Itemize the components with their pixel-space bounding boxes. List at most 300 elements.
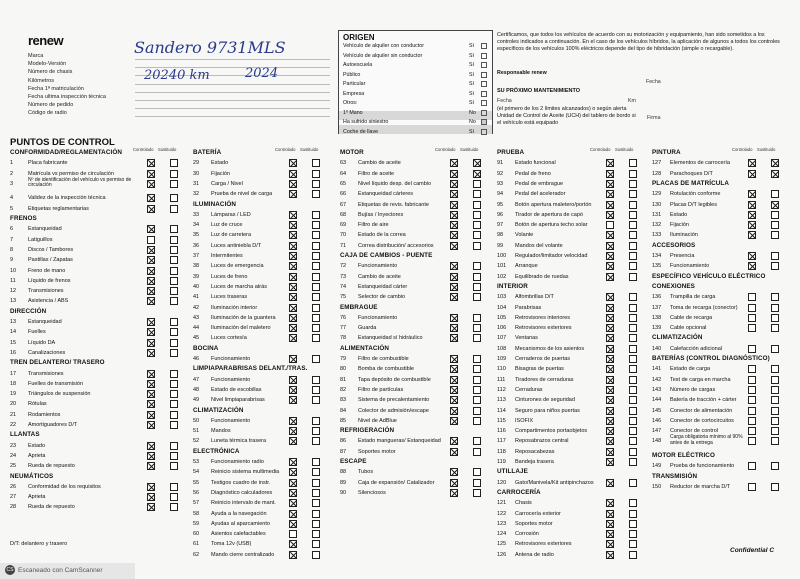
sustituido-checkbox[interactable]	[312, 396, 320, 404]
sustituido-checkbox[interactable]	[629, 180, 637, 188]
controlado-checkbox[interactable]	[147, 205, 155, 213]
controlado-checkbox[interactable]	[748, 211, 756, 219]
controlado-checkbox[interactable]	[289, 540, 297, 548]
origin-checkbox[interactable]	[481, 62, 487, 68]
sustituido-checkbox[interactable]	[771, 396, 779, 404]
controlado-checkbox[interactable]	[289, 304, 297, 312]
sustituido-checkbox[interactable]	[170, 159, 178, 167]
controlado-checkbox[interactable]	[147, 400, 155, 408]
sustituido-checkbox[interactable]	[629, 293, 637, 301]
sustituido-checkbox[interactable]	[170, 328, 178, 336]
controlado-checkbox[interactable]	[606, 458, 614, 466]
sustituido-checkbox[interactable]	[170, 503, 178, 511]
sustituido-checkbox[interactable]	[473, 448, 481, 456]
controlado-checkbox[interactable]	[748, 262, 756, 270]
sustituido-checkbox[interactable]	[170, 180, 178, 188]
sustituido-checkbox[interactable]	[312, 437, 320, 445]
sustituido-checkbox[interactable]	[629, 365, 637, 373]
controlado-checkbox[interactable]	[606, 262, 614, 270]
sustituido-checkbox[interactable]	[771, 211, 779, 219]
sustituido-checkbox[interactable]	[312, 468, 320, 476]
controlado-checkbox[interactable]	[606, 252, 614, 260]
controlado-checkbox[interactable]	[147, 159, 155, 167]
sustituido-checkbox[interactable]	[629, 221, 637, 229]
sustituido-checkbox[interactable]	[629, 201, 637, 209]
origin-checkbox[interactable]	[481, 110, 487, 116]
origin-checkbox[interactable]	[481, 129, 487, 135]
sustituido-checkbox[interactable]	[473, 293, 481, 301]
sustituido-checkbox[interactable]	[473, 180, 481, 188]
controlado-checkbox[interactable]	[147, 483, 155, 491]
sustituido-checkbox[interactable]	[170, 256, 178, 264]
sustituido-checkbox[interactable]	[170, 297, 178, 305]
sustituido-checkbox[interactable]	[170, 493, 178, 501]
controlado-checkbox[interactable]	[147, 180, 155, 188]
sustituido-checkbox[interactable]	[312, 170, 320, 178]
sustituido-checkbox[interactable]	[312, 489, 320, 497]
sustituido-checkbox[interactable]	[629, 458, 637, 466]
controlado-checkbox[interactable]	[289, 530, 297, 538]
controlado-checkbox[interactable]	[606, 314, 614, 322]
sustituido-checkbox[interactable]	[312, 159, 320, 167]
sustituido-checkbox[interactable]	[771, 221, 779, 229]
controlado-checkbox[interactable]	[606, 221, 614, 229]
sustituido-checkbox[interactable]	[629, 530, 637, 538]
controlado-checkbox[interactable]	[450, 221, 458, 229]
controlado-checkbox[interactable]	[450, 314, 458, 322]
sustituido-checkbox[interactable]	[629, 273, 637, 281]
controlado-checkbox[interactable]	[450, 437, 458, 445]
controlado-checkbox[interactable]	[748, 170, 756, 178]
sustituido-checkbox[interactable]	[473, 407, 481, 415]
controlado-checkbox[interactable]	[289, 520, 297, 528]
sustituido-checkbox[interactable]	[473, 231, 481, 239]
controlado-checkbox[interactable]	[450, 355, 458, 363]
controlado-checkbox[interactable]	[450, 386, 458, 394]
sustituido-checkbox[interactable]	[629, 324, 637, 332]
controlado-checkbox[interactable]	[289, 489, 297, 497]
origin-checkbox[interactable]	[481, 72, 487, 78]
controlado-checkbox[interactable]	[606, 520, 614, 528]
controlado-checkbox[interactable]	[606, 499, 614, 507]
sustituido-checkbox[interactable]	[473, 324, 481, 332]
controlado-checkbox[interactable]	[606, 386, 614, 394]
controlado-checkbox[interactable]	[289, 190, 297, 198]
sustituido-checkbox[interactable]	[629, 479, 637, 487]
sustituido-checkbox[interactable]	[170, 318, 178, 326]
controlado-checkbox[interactable]	[748, 293, 756, 301]
controlado-checkbox[interactable]	[289, 221, 297, 229]
sustituido-checkbox[interactable]	[312, 283, 320, 291]
controlado-checkbox[interactable]	[450, 334, 458, 342]
sustituido-checkbox[interactable]	[771, 427, 779, 435]
sustituido-checkbox[interactable]	[473, 489, 481, 497]
controlado-checkbox[interactable]	[450, 479, 458, 487]
controlado-checkbox[interactable]	[606, 293, 614, 301]
sustituido-checkbox[interactable]	[170, 267, 178, 275]
controlado-checkbox[interactable]	[289, 479, 297, 487]
controlado-checkbox[interactable]	[606, 510, 614, 518]
controlado-checkbox[interactable]	[147, 318, 155, 326]
sustituido-checkbox[interactable]	[629, 345, 637, 353]
controlado-checkbox[interactable]	[748, 462, 756, 470]
controlado-checkbox[interactable]	[606, 180, 614, 188]
controlado-checkbox[interactable]	[748, 396, 756, 404]
controlado-checkbox[interactable]	[606, 530, 614, 538]
controlado-checkbox[interactable]	[450, 396, 458, 404]
sustituido-checkbox[interactable]	[473, 211, 481, 219]
controlado-checkbox[interactable]	[147, 411, 155, 419]
sustituido-checkbox[interactable]	[170, 370, 178, 378]
controlado-checkbox[interactable]	[450, 170, 458, 178]
sustituido-checkbox[interactable]	[771, 159, 779, 167]
sustituido-checkbox[interactable]	[170, 170, 178, 178]
controlado-checkbox[interactable]	[147, 328, 155, 336]
controlado-checkbox[interactable]	[748, 407, 756, 415]
controlado-checkbox[interactable]	[289, 293, 297, 301]
sustituido-checkbox[interactable]	[629, 448, 637, 456]
sustituido-checkbox[interactable]	[629, 252, 637, 260]
controlado-checkbox[interactable]	[147, 370, 155, 378]
sustituido-checkbox[interactable]	[629, 355, 637, 363]
sustituido-checkbox[interactable]	[629, 396, 637, 404]
sustituido-checkbox[interactable]	[771, 293, 779, 301]
controlado-checkbox[interactable]	[748, 252, 756, 260]
sustituido-checkbox[interactable]	[771, 324, 779, 332]
origin-checkbox[interactable]	[481, 43, 487, 49]
controlado-checkbox[interactable]	[606, 334, 614, 342]
sustituido-checkbox[interactable]	[771, 462, 779, 470]
controlado-checkbox[interactable]	[748, 159, 756, 167]
sustituido-checkbox[interactable]	[473, 355, 481, 363]
controlado-checkbox[interactable]	[147, 390, 155, 398]
controlado-checkbox[interactable]	[289, 468, 297, 476]
controlado-checkbox[interactable]	[606, 437, 614, 445]
controlado-checkbox[interactable]	[606, 304, 614, 312]
sustituido-checkbox[interactable]	[629, 510, 637, 518]
controlado-checkbox[interactable]	[450, 376, 458, 384]
sustituido-checkbox[interactable]	[312, 293, 320, 301]
sustituido-checkbox[interactable]	[771, 190, 779, 198]
controlado-checkbox[interactable]	[748, 365, 756, 373]
controlado-checkbox[interactable]	[289, 170, 297, 178]
sustituido-checkbox[interactable]	[473, 170, 481, 178]
controlado-checkbox[interactable]	[606, 417, 614, 425]
sustituido-checkbox[interactable]	[473, 334, 481, 342]
controlado-checkbox[interactable]	[606, 540, 614, 548]
sustituido-checkbox[interactable]	[473, 201, 481, 209]
sustituido-checkbox[interactable]	[629, 376, 637, 384]
sustituido-checkbox[interactable]	[473, 314, 481, 322]
sustituido-checkbox[interactable]	[312, 262, 320, 270]
controlado-checkbox[interactable]	[450, 283, 458, 291]
sustituido-checkbox[interactable]	[473, 479, 481, 487]
sustituido-checkbox[interactable]	[170, 194, 178, 202]
sustituido-checkbox[interactable]	[629, 520, 637, 528]
controlado-checkbox[interactable]	[289, 427, 297, 435]
sustituido-checkbox[interactable]	[629, 211, 637, 219]
sustituido-checkbox[interactable]	[771, 437, 779, 445]
sustituido-checkbox[interactable]	[771, 262, 779, 270]
sustituido-checkbox[interactable]	[629, 231, 637, 239]
sustituido-checkbox[interactable]	[170, 380, 178, 388]
controlado-checkbox[interactable]	[147, 256, 155, 264]
sustituido-checkbox[interactable]	[771, 483, 779, 491]
origin-checkbox[interactable]	[481, 91, 487, 97]
controlado-checkbox[interactable]	[606, 201, 614, 209]
sustituido-checkbox[interactable]	[473, 376, 481, 384]
sustituido-checkbox[interactable]	[473, 242, 481, 250]
sustituido-checkbox[interactable]	[629, 242, 637, 250]
controlado-checkbox[interactable]	[147, 170, 155, 178]
sustituido-checkbox[interactable]	[473, 386, 481, 394]
sustituido-checkbox[interactable]	[629, 499, 637, 507]
controlado-checkbox[interactable]	[289, 324, 297, 332]
sustituido-checkbox[interactable]	[473, 417, 481, 425]
sustituido-checkbox[interactable]	[629, 170, 637, 178]
controlado-checkbox[interactable]	[748, 386, 756, 394]
controlado-checkbox[interactable]	[147, 442, 155, 450]
sustituido-checkbox[interactable]	[170, 277, 178, 285]
controlado-checkbox[interactable]	[606, 159, 614, 167]
sustituido-checkbox[interactable]	[771, 201, 779, 209]
controlado-checkbox[interactable]	[147, 267, 155, 275]
controlado-checkbox[interactable]	[147, 452, 155, 460]
controlado-checkbox[interactable]	[450, 273, 458, 281]
sustituido-checkbox[interactable]	[629, 314, 637, 322]
sustituido-checkbox[interactable]	[312, 530, 320, 538]
sustituido-checkbox[interactable]	[312, 520, 320, 528]
controlado-checkbox[interactable]	[450, 211, 458, 219]
controlado-checkbox[interactable]	[606, 427, 614, 435]
controlado-checkbox[interactable]	[450, 190, 458, 198]
sustituido-checkbox[interactable]	[771, 376, 779, 384]
sustituido-checkbox[interactable]	[312, 417, 320, 425]
controlado-checkbox[interactable]	[289, 211, 297, 219]
controlado-checkbox[interactable]	[450, 231, 458, 239]
sustituido-checkbox[interactable]	[473, 273, 481, 281]
controlado-checkbox[interactable]	[450, 180, 458, 188]
controlado-checkbox[interactable]	[748, 376, 756, 384]
sustituido-checkbox[interactable]	[629, 427, 637, 435]
controlado-checkbox[interactable]	[289, 437, 297, 445]
controlado-checkbox[interactable]	[748, 231, 756, 239]
sustituido-checkbox[interactable]	[170, 400, 178, 408]
sustituido-checkbox[interactable]	[312, 499, 320, 507]
controlado-checkbox[interactable]	[606, 273, 614, 281]
controlado-checkbox[interactable]	[450, 262, 458, 270]
sustituido-checkbox[interactable]	[771, 365, 779, 373]
sustituido-checkbox[interactable]	[170, 205, 178, 213]
controlado-checkbox[interactable]	[289, 334, 297, 342]
sustituido-checkbox[interactable]	[170, 421, 178, 429]
sustituido-checkbox[interactable]	[312, 242, 320, 250]
controlado-checkbox[interactable]	[450, 324, 458, 332]
controlado-checkbox[interactable]	[147, 246, 155, 254]
controlado-checkbox[interactable]	[748, 437, 756, 445]
controlado-checkbox[interactable]	[748, 201, 756, 209]
sustituido-checkbox[interactable]	[170, 442, 178, 450]
sustituido-checkbox[interactable]	[629, 551, 637, 559]
controlado-checkbox[interactable]	[748, 417, 756, 425]
sustituido-checkbox[interactable]	[170, 349, 178, 357]
controlado-checkbox[interactable]	[748, 345, 756, 353]
sustituido-checkbox[interactable]	[312, 386, 320, 394]
sustituido-checkbox[interactable]	[170, 246, 178, 254]
sustituido-checkbox[interactable]	[170, 452, 178, 460]
sustituido-checkbox[interactable]	[312, 180, 320, 188]
controlado-checkbox[interactable]	[450, 201, 458, 209]
controlado-checkbox[interactable]	[147, 225, 155, 233]
origin-checkbox[interactable]	[481, 100, 487, 106]
sustituido-checkbox[interactable]	[629, 437, 637, 445]
sustituido-checkbox[interactable]	[312, 510, 320, 518]
sustituido-checkbox[interactable]	[771, 304, 779, 312]
sustituido-checkbox[interactable]	[312, 314, 320, 322]
sustituido-checkbox[interactable]	[312, 376, 320, 384]
sustituido-checkbox[interactable]	[629, 190, 637, 198]
controlado-checkbox[interactable]	[450, 417, 458, 425]
sustituido-checkbox[interactable]	[771, 314, 779, 322]
controlado-checkbox[interactable]	[606, 396, 614, 404]
sustituido-checkbox[interactable]	[771, 407, 779, 415]
controlado-checkbox[interactable]	[748, 483, 756, 491]
sustituido-checkbox[interactable]	[170, 236, 178, 244]
controlado-checkbox[interactable]	[289, 396, 297, 404]
sustituido-checkbox[interactable]	[312, 211, 320, 219]
controlado-checkbox[interactable]	[289, 283, 297, 291]
controlado-checkbox[interactable]	[748, 221, 756, 229]
controlado-checkbox[interactable]	[147, 349, 155, 357]
controlado-checkbox[interactable]	[606, 242, 614, 250]
controlado-checkbox[interactable]	[289, 242, 297, 250]
sustituido-checkbox[interactable]	[312, 190, 320, 198]
sustituido-checkbox[interactable]	[170, 483, 178, 491]
origin-checkbox[interactable]	[481, 53, 487, 59]
sustituido-checkbox[interactable]	[629, 417, 637, 425]
controlado-checkbox[interactable]	[606, 355, 614, 363]
controlado-checkbox[interactable]	[147, 493, 155, 501]
controlado-checkbox[interactable]	[289, 355, 297, 363]
sustituido-checkbox[interactable]	[312, 252, 320, 260]
sustituido-checkbox[interactable]	[170, 390, 178, 398]
sustituido-checkbox[interactable]	[629, 334, 637, 342]
sustituido-checkbox[interactable]	[473, 221, 481, 229]
controlado-checkbox[interactable]	[147, 297, 155, 305]
sustituido-checkbox[interactable]	[473, 437, 481, 445]
sustituido-checkbox[interactable]	[771, 252, 779, 260]
controlado-checkbox[interactable]	[289, 376, 297, 384]
controlado-checkbox[interactable]	[147, 194, 155, 202]
controlado-checkbox[interactable]	[748, 304, 756, 312]
sustituido-checkbox[interactable]	[629, 407, 637, 415]
controlado-checkbox[interactable]	[289, 417, 297, 425]
controlado-checkbox[interactable]	[147, 503, 155, 511]
sustituido-checkbox[interactable]	[312, 231, 320, 239]
controlado-checkbox[interactable]	[450, 407, 458, 415]
sustituido-checkbox[interactable]	[312, 273, 320, 281]
controlado-checkbox[interactable]	[748, 190, 756, 198]
sustituido-checkbox[interactable]	[771, 170, 779, 178]
controlado-checkbox[interactable]	[748, 427, 756, 435]
controlado-checkbox[interactable]	[289, 231, 297, 239]
sustituido-checkbox[interactable]	[170, 339, 178, 347]
sustituido-checkbox[interactable]	[473, 396, 481, 404]
controlado-checkbox[interactable]	[606, 345, 614, 353]
sustituido-checkbox[interactable]	[473, 468, 481, 476]
sustituido-checkbox[interactable]	[170, 462, 178, 470]
controlado-checkbox[interactable]	[748, 324, 756, 332]
sustituido-checkbox[interactable]	[629, 262, 637, 270]
sustituido-checkbox[interactable]	[312, 458, 320, 466]
sustituido-checkbox[interactable]	[473, 283, 481, 291]
controlado-checkbox[interactable]	[450, 242, 458, 250]
sustituido-checkbox[interactable]	[312, 334, 320, 342]
controlado-checkbox[interactable]	[450, 293, 458, 301]
controlado-checkbox[interactable]	[450, 448, 458, 456]
controlado-checkbox[interactable]	[289, 159, 297, 167]
controlado-checkbox[interactable]	[289, 180, 297, 188]
controlado-checkbox[interactable]	[289, 314, 297, 322]
controlado-checkbox[interactable]	[450, 365, 458, 373]
controlado-checkbox[interactable]	[606, 479, 614, 487]
controlado-checkbox[interactable]	[606, 448, 614, 456]
sustituido-checkbox[interactable]	[771, 417, 779, 425]
controlado-checkbox[interactable]	[147, 462, 155, 470]
controlado-checkbox[interactable]	[606, 365, 614, 373]
sustituido-checkbox[interactable]	[170, 225, 178, 233]
sustituido-checkbox[interactable]	[312, 540, 320, 548]
sustituido-checkbox[interactable]	[629, 386, 637, 394]
sustituido-checkbox[interactable]	[312, 221, 320, 229]
controlado-checkbox[interactable]	[147, 236, 155, 244]
origin-checkbox[interactable]	[481, 81, 487, 87]
controlado-checkbox[interactable]	[606, 407, 614, 415]
controlado-checkbox[interactable]	[289, 252, 297, 260]
controlado-checkbox[interactable]	[606, 324, 614, 332]
controlado-checkbox[interactable]	[289, 499, 297, 507]
controlado-checkbox[interactable]	[147, 421, 155, 429]
sustituido-checkbox[interactable]	[771, 386, 779, 394]
controlado-checkbox[interactable]	[147, 339, 155, 347]
sustituido-checkbox[interactable]	[473, 159, 481, 167]
sustituido-checkbox[interactable]	[473, 262, 481, 270]
controlado-checkbox[interactable]	[289, 458, 297, 466]
controlado-checkbox[interactable]	[606, 231, 614, 239]
controlado-checkbox[interactable]	[606, 190, 614, 198]
sustituido-checkbox[interactable]	[312, 551, 320, 559]
origin-checkbox[interactable]	[481, 119, 487, 125]
controlado-checkbox[interactable]	[606, 551, 614, 559]
sustituido-checkbox[interactable]	[312, 427, 320, 435]
sustituido-checkbox[interactable]	[473, 365, 481, 373]
controlado-checkbox[interactable]	[450, 159, 458, 167]
controlado-checkbox[interactable]	[606, 211, 614, 219]
sustituido-checkbox[interactable]	[312, 479, 320, 487]
controlado-checkbox[interactable]	[748, 314, 756, 322]
sustituido-checkbox[interactable]	[771, 345, 779, 353]
sustituido-checkbox[interactable]	[629, 159, 637, 167]
sustituido-checkbox[interactable]	[771, 231, 779, 239]
sustituido-checkbox[interactable]	[170, 411, 178, 419]
controlado-checkbox[interactable]	[289, 386, 297, 394]
controlado-checkbox[interactable]	[450, 489, 458, 497]
sustituido-checkbox[interactable]	[629, 304, 637, 312]
sustituido-checkbox[interactable]	[629, 540, 637, 548]
controlado-checkbox[interactable]	[289, 551, 297, 559]
sustituido-checkbox[interactable]	[312, 304, 320, 312]
controlado-checkbox[interactable]	[289, 510, 297, 518]
